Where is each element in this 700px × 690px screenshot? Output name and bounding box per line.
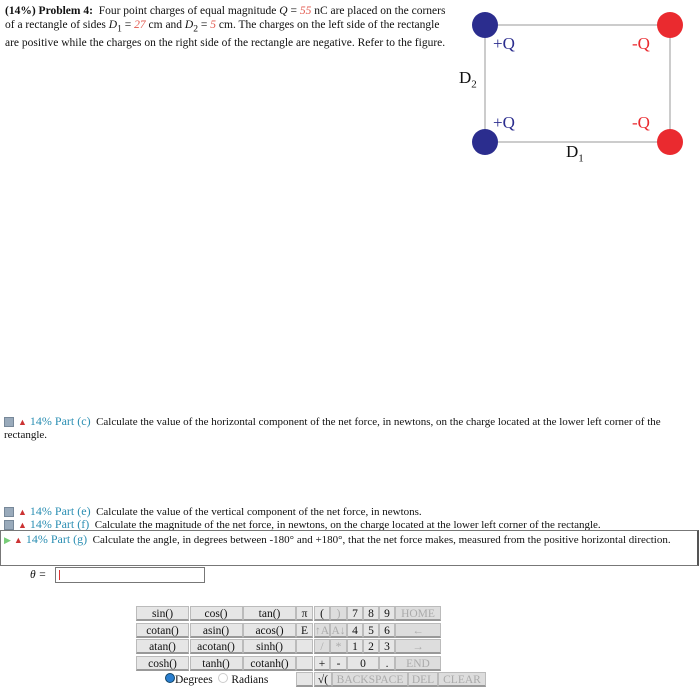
- key-22[interactable]: END: [395, 656, 441, 671]
- label-d2: $D_2$: [459, 68, 477, 91]
- key-blank[interactable]: [296, 672, 313, 687]
- label-neg-bottom: -Q: [632, 113, 650, 132]
- label-d1: $D_1$: [566, 142, 584, 165]
- key-acotan[interactable]: acotan(): [190, 639, 243, 654]
- key-4[interactable]: 9: [379, 606, 395, 621]
- key-6[interactable]: ↑A: [315, 624, 330, 637]
- collapse-icon[interactable]: [4, 417, 14, 427]
- key-19[interactable]: -: [330, 656, 347, 671]
- warning-icon: ▲: [13, 535, 23, 545]
- key-14[interactable]: 1: [347, 639, 363, 654]
- key-tan[interactable]: tan(): [243, 606, 296, 621]
- key-21[interactable]: .: [379, 656, 395, 671]
- key-25[interactable]: DEL: [408, 672, 438, 687]
- part-c[interactable]: ▲ 14% Part (c) Calculate the value of the horizontal component of the net force, in newtons, on the charge located at the lower left corner of the rectangle.: [4, 414, 661, 441]
- key-cotan[interactable]: cotan(): [136, 623, 189, 638]
- key-18[interactable]: +: [314, 656, 330, 671]
- key-17[interactable]: →: [395, 639, 441, 654]
- key-cotanh[interactable]: cotanh(): [243, 656, 296, 671]
- label-pos-top: +Q: [493, 34, 515, 53]
- negative-charge-bottom-right: [657, 129, 683, 155]
- key-tanh[interactable]: tanh(): [190, 656, 243, 671]
- theta-input[interactable]: [55, 567, 205, 583]
- key-1[interactable]: ): [330, 606, 347, 621]
- key-26[interactable]: CLEAR: [438, 672, 486, 687]
- key-8[interactable]: 4: [347, 623, 363, 638]
- key-11[interactable]: ←: [395, 623, 441, 638]
- collapse-icon[interactable]: [4, 507, 14, 517]
- problem-statement: (14%) Problem 4: Four point charges of equal magnitude Q = 55 nC are placed on the corners of a rectangle of sides $D_1 = 27$ cm and $D_2 = 5$ cm. The charges on the left side of the rectangle are positive while the charges on the right side of the rectangle are negative. Refer to the figure.: [5, 5, 446, 50]
- key-e[interactable]: E: [296, 623, 313, 638]
- key-3[interactable]: 8: [363, 606, 379, 621]
- key-pi[interactable]: π: [296, 606, 313, 621]
- part-f[interactable]: ▲ 14% Part (f) Calculate the magnitude of the net force, in newtons, on the charge located at the lower left corner of the rectangle.: [4, 518, 601, 532]
- key-15[interactable]: 2: [363, 639, 379, 654]
- key-sin[interactable]: sin(): [136, 606, 189, 621]
- key-20[interactable]: 0: [347, 656, 379, 671]
- key-23[interactable]: √(: [314, 672, 332, 687]
- part-g: ▶ ▲ 14% Part (g) Calculate the angle, in degrees between -180° and +180°, that the net force makes, measured from the positive horizontal direction.: [4, 532, 671, 546]
- label-neg-top: -Q: [632, 34, 650, 53]
- warning-icon: ▲: [18, 417, 27, 427]
- warning-icon: ▲: [18, 507, 27, 517]
- key-blank[interactable]: [296, 639, 313, 654]
- key-asin[interactable]: asin(): [190, 623, 243, 638]
- key-7[interactable]: A↓: [331, 624, 346, 637]
- part-e[interactable]: ▲ 14% Part (e) Calculate the value of the vertical component of the net force, in newtons.: [4, 505, 422, 519]
- radians-radio[interactable]: [218, 673, 228, 683]
- key-cos[interactable]: cos(): [190, 606, 243, 621]
- key-5[interactable]: HOME: [395, 606, 441, 621]
- key-9[interactable]: 5: [363, 623, 379, 638]
- key-0[interactable]: (: [314, 606, 330, 621]
- label-pos-bottom: +Q: [493, 113, 515, 132]
- key-sinh[interactable]: sinh(): [243, 639, 296, 654]
- key-16[interactable]: 3: [379, 639, 395, 654]
- negative-charge-top-right: [657, 12, 683, 38]
- key-24[interactable]: BACKSPACE: [332, 672, 408, 687]
- key-acos[interactable]: acos(): [243, 623, 296, 638]
- key-2[interactable]: 7: [347, 606, 363, 621]
- key-blank[interactable]: [296, 656, 313, 671]
- key-atan[interactable]: atan(): [136, 639, 189, 654]
- warning-icon: ▲: [18, 520, 27, 530]
- angle-mode: Degrees Radians: [165, 673, 268, 687]
- key-13[interactable]: *: [330, 639, 347, 654]
- degrees-radio[interactable]: [165, 673, 175, 683]
- key-10[interactable]: 6: [379, 623, 395, 638]
- theta-label: θ =: [30, 569, 47, 581]
- collapse-icon[interactable]: [4, 520, 14, 530]
- play-icon: ▶: [4, 535, 11, 545]
- key-cosh[interactable]: cosh(): [136, 656, 189, 671]
- key-12[interactable]: /: [314, 639, 330, 654]
